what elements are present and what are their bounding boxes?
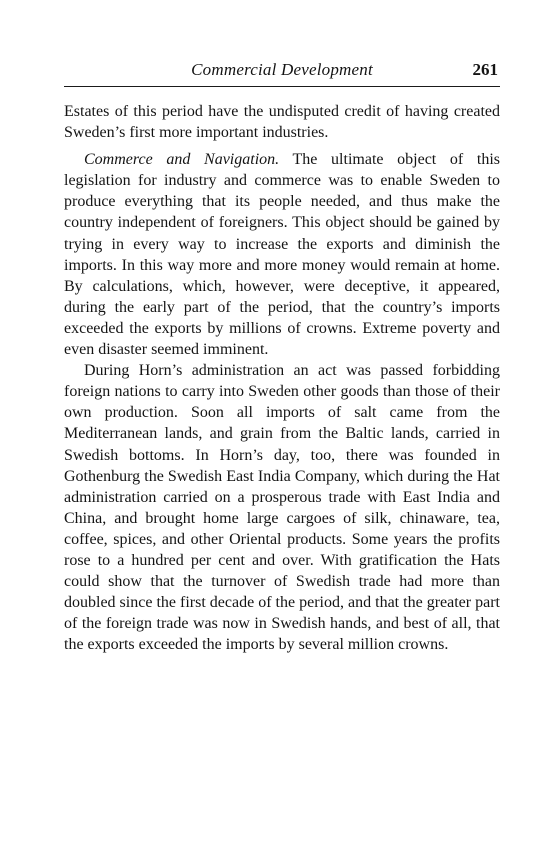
page-number: 261 (472, 60, 498, 79)
paragraph-continued: Estates of this period have the undisputed credit of having created Sweden’s first more important industries. (64, 103, 500, 142)
running-header (64, 58, 500, 87)
section-run-in-heading: Commerce and Navigation. (84, 151, 280, 169)
body-text (64, 101, 500, 655)
running-title: Commercial Development (191, 60, 373, 79)
paragraph-commerce-navigation (64, 149, 500, 360)
paragraph-horn-administration: During Horn’s administration an act was passed forbidding foreign nations to carry into Sweden other goods than those of their own production. Soon all imports of salt came from the Mediterranean lands, and grain from the Baltic lands, carried in Swedish bottoms. In Horn’s day, too, there was founded in Gothenburg the Swedish East India Company, which during the Hat administration carried on a prosperous trade with East India and China, and brought home large cargoes of silk, chinaware, tea, coffee, spices, and other Oriental products. Some years the profits rose to a hundred per cent and over. With gratification the Hats could show that the turnover of Swedish trade had more than doubled since the first decade of the period, and that the greater part of the foreign trade was now in Swedish hands, and best of all, that the exports exceeded the imports by several million crowns. (64, 362, 500, 654)
paragraph-text: The ultimate object of this legislation for industry and commerce was to enable Sweden to produce everything that its people needed, and thus make the country independent of foreigners. This object should be gained by trying in every way to increase the exports and diminish the imports. In this way more and more money would remain at home. By calculations, which, however, were deceptive, it appeared, during the early part of the period, that the country’s imports exceeded the exports by millions of crowns. Extreme poverty and even disaster seemed imminent. (64, 151, 501, 359)
